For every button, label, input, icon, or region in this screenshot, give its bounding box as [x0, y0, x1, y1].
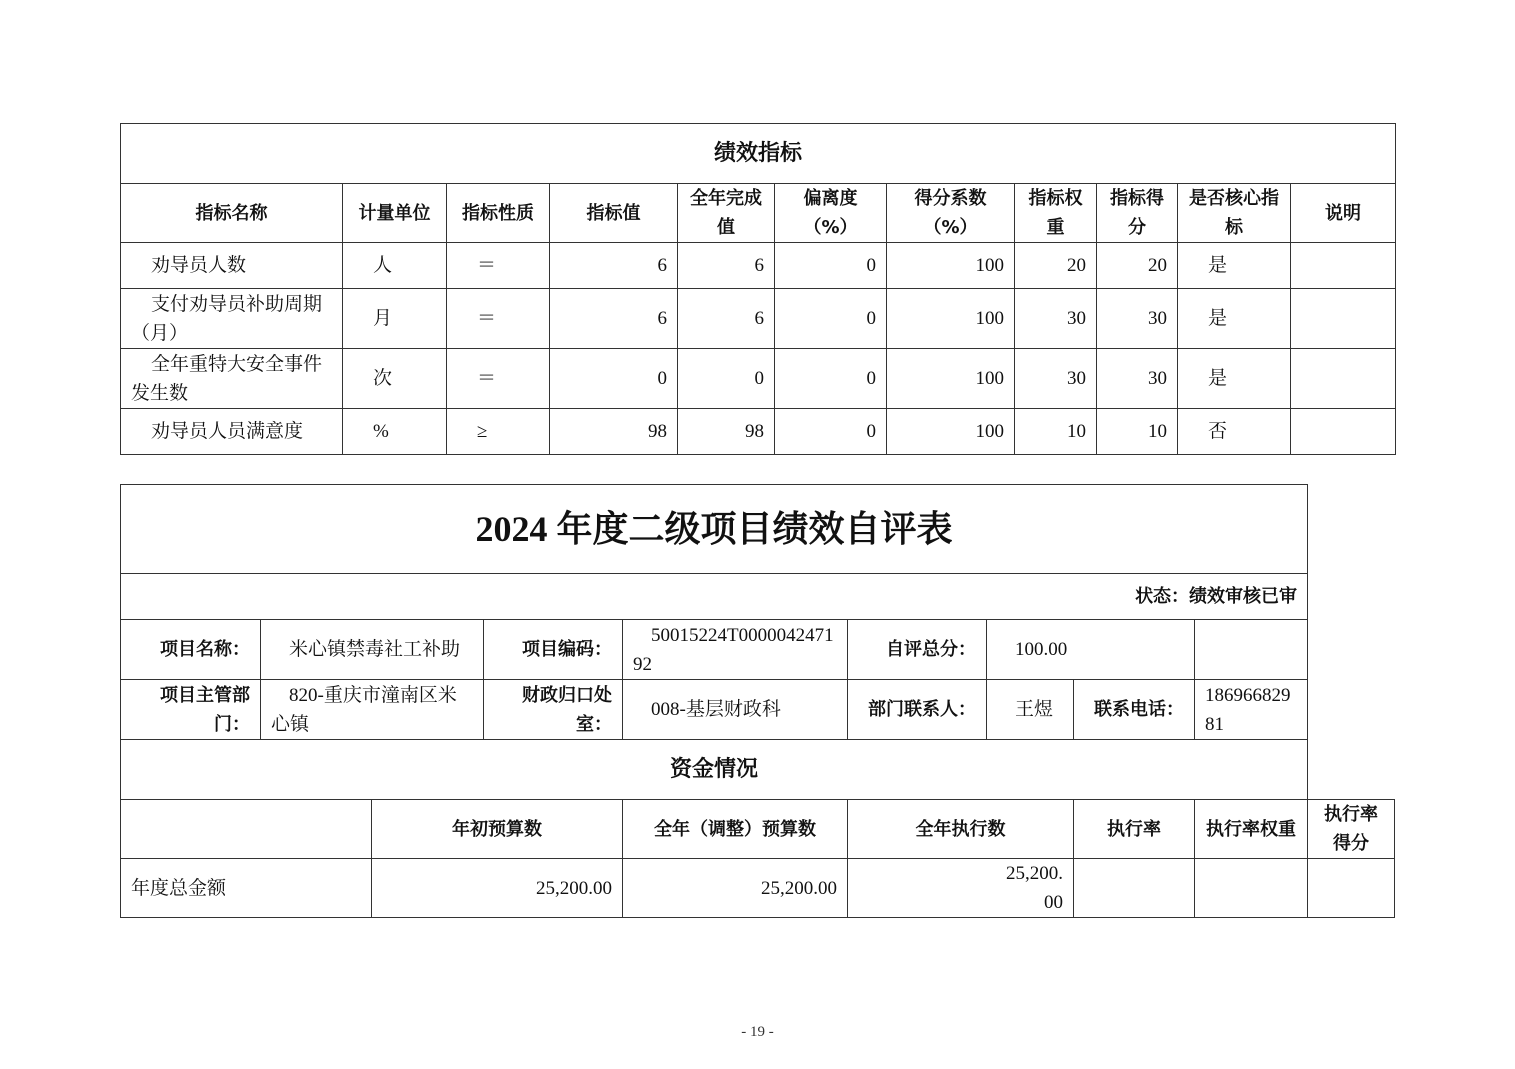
indicator-deviation: 0: [775, 349, 887, 409]
funds-row-label: 年度总金额: [121, 859, 372, 918]
label-phone: 联系电话：: [1074, 680, 1195, 740]
finance-office-value: 008-基层财政科: [623, 680, 848, 740]
project-code-value: 50015224T000004247192: [623, 620, 848, 680]
indicator-name: 劝导员人数: [121, 243, 343, 289]
form-title: [121, 485, 1308, 574]
indicator-unit: 人: [343, 243, 447, 289]
funds-rate-weight-value: [1195, 859, 1308, 918]
indicator-note: [1291, 409, 1396, 455]
indicator-core: 是: [1178, 243, 1291, 289]
indicator-coefficient: 100: [887, 289, 1015, 349]
label-department: 项目主管部门：: [121, 680, 261, 740]
indicator-unit: 次: [343, 349, 447, 409]
header-adjusted-budget: 全年（调整）预算数: [623, 800, 848, 859]
indicator-actual: 98: [678, 409, 775, 455]
form-title-text: 年度二级项目绩效自评表: [556, 508, 953, 550]
performance-title: 绩效指标: [121, 124, 1396, 184]
performance-header-row: [121, 184, 1396, 243]
header-nature: 指标性质: [447, 184, 550, 243]
indicator-target: 6: [550, 289, 678, 349]
indicator-score: 30: [1097, 349, 1178, 409]
label-project-code: 项目编码：: [484, 620, 623, 680]
indicator-weight: 30: [1015, 349, 1097, 409]
funds-exec-rate-value: [1074, 859, 1195, 918]
department-info-row: [121, 680, 1395, 740]
indicator-name: 劝导员人员满意度: [121, 409, 343, 455]
indicator-name: 全年重特大安全事件发生数: [121, 349, 343, 409]
indicator-coefficient: 100: [887, 349, 1015, 409]
header-unit: 计量单位: [343, 184, 447, 243]
funds-initial-value: 25,200.00: [372, 859, 623, 918]
indicator-unit: %: [343, 409, 447, 455]
table-row: [121, 243, 1396, 289]
table-row: [121, 349, 1396, 409]
indicator-unit: 月: [343, 289, 447, 349]
header-executed: 全年执行数: [848, 800, 1074, 859]
indicator-name: 支付劝导员补助周期（月）: [121, 289, 343, 349]
project-info-row: [121, 620, 1395, 680]
indicator-weight: 10: [1015, 409, 1097, 455]
label-contact: 部门联系人：: [848, 680, 987, 740]
header-deviation: 偏离度（%）: [775, 184, 887, 243]
indicator-coefficient: 100: [887, 409, 1015, 455]
empty-cell: [1195, 620, 1308, 680]
indicator-deviation: 0: [775, 289, 887, 349]
indicator-score: 10: [1097, 409, 1178, 455]
status-badge: 状态：绩效审核已审: [121, 574, 1308, 620]
header-coefficient: 得分系数（%）: [887, 184, 1015, 243]
performance-indicators-table: [120, 123, 1396, 455]
indicator-core: 否: [1178, 409, 1291, 455]
table-row: [121, 859, 1395, 918]
funds-header-row: [121, 800, 1395, 859]
indicator-target: 0: [550, 349, 678, 409]
contact-value: 王煜: [987, 680, 1074, 740]
indicator-target: 6: [550, 243, 678, 289]
indicator-nature: ＝: [447, 243, 550, 289]
self-score-value: 100.00: [987, 620, 1195, 680]
header-target: 指标值: [550, 184, 678, 243]
header-actual: 全年完成值: [678, 184, 775, 243]
label-self-score: 自评总分：: [848, 620, 987, 680]
department-value: 820-重庆市潼南区米心镇: [261, 680, 484, 740]
indicator-core: 是: [1178, 349, 1291, 409]
indicator-nature: ＝: [447, 289, 550, 349]
indicator-note: [1291, 243, 1396, 289]
header-core: 是否核心指标: [1178, 184, 1291, 243]
label-finance-office: 财政归口处室：: [484, 680, 623, 740]
indicator-weight: 20: [1015, 243, 1097, 289]
indicator-score: 20: [1097, 243, 1178, 289]
indicator-score: 30: [1097, 289, 1178, 349]
indicator-nature: ≥: [447, 409, 550, 455]
header-rate-score: 执行率得分: [1308, 800, 1395, 859]
indicator-nature: ＝: [447, 349, 550, 409]
label-project-name: 项目名称：: [121, 620, 261, 680]
header-exec-rate: 执行率: [1074, 800, 1195, 859]
phone-value: 18696682981: [1195, 680, 1308, 740]
funds-rate-score-value: [1308, 859, 1395, 918]
form-title-year: 2024: [475, 508, 548, 549]
header-note: 说明: [1291, 184, 1396, 243]
header-indicator-name: 指标名称: [121, 184, 343, 243]
table-row: [121, 289, 1396, 349]
indicator-note: [1291, 289, 1396, 349]
header-score: 指标得分: [1097, 184, 1178, 243]
indicator-deviation: 0: [775, 409, 887, 455]
funds-executed-value: 25,200.00: [848, 859, 1074, 918]
funds-adjusted-value: 25,200.00: [623, 859, 848, 918]
indicator-target: 98: [550, 409, 678, 455]
header-rate-weight: 执行率权重: [1195, 800, 1308, 859]
indicator-actual: 6: [678, 243, 775, 289]
indicator-core: 是: [1178, 289, 1291, 349]
indicator-weight: 30: [1015, 289, 1097, 349]
funds-header-blank: [121, 800, 372, 859]
indicator-coefficient: 100: [887, 243, 1015, 289]
table-row: [121, 409, 1396, 455]
indicator-deviation: 0: [775, 243, 887, 289]
funds-title: 资金情况: [121, 740, 1308, 800]
page-number: - 19 -: [741, 1024, 774, 1040]
header-initial-budget: 年初预算数: [372, 800, 623, 859]
indicator-actual: 6: [678, 289, 775, 349]
indicator-actual: 0: [678, 349, 775, 409]
header-weight: 指标权重: [1015, 184, 1097, 243]
self-evaluation-table: [120, 484, 1395, 918]
project-name-value: 米心镇禁毒社工补助: [261, 620, 484, 680]
indicator-note: [1291, 349, 1396, 409]
